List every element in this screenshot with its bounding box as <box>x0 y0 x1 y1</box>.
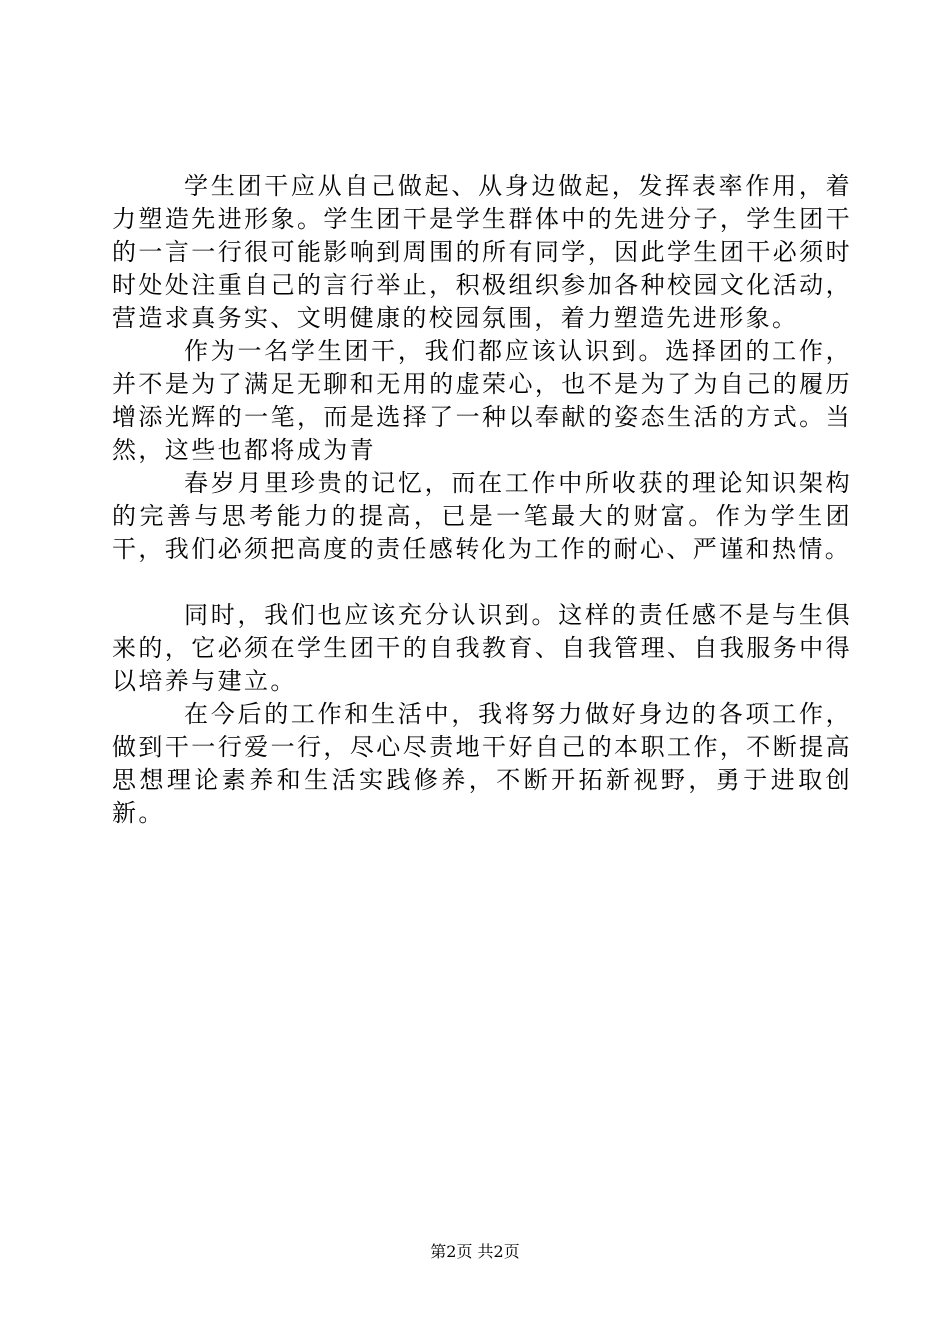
page-number-footer: 第2页 共2页 <box>430 1242 520 1261</box>
paragraph-4: 同时，我们也应该充分认识到。这样的责任感不是与生俱来的，它必须在学生团干的自我教育、自我管理、自我服务中得以培养与建立。 <box>112 601 852 695</box>
document-body <box>112 170 852 830</box>
paragraph-5: 在今后的工作和生活中，我将努力做好身边的各项工作，做到干一行爱一行，尽心尽责地干好自己的本职工作，不断提高思想理论素养和生活实践修养，不断开拓新视野，勇于进取创新。 <box>112 700 852 827</box>
paragraph-1: 学生团干应从自己做起、从身边做起，发挥表率作用，着力塑造先进形象。学生团干是学生群体中的先进分子，学生团干的一言一行很可能影响到周围的所有同学，因此学生团干必须时时处处注重自己的言行举止，积极组织参加各种校园文化活动，营造求真务实、文明健康的校园氛围，着力塑造先进形象。 <box>112 172 852 332</box>
paragraph-2: 作为一名学生团干，我们都应该认识到。选择团的工作，并不是为了满足无聊和无用的虚荣心，也不是为了为自己的履历增添光辉的一笔，而是选择了一种以奉献的姿态生活的方式。当然，这些也都将成为青 <box>112 337 852 464</box>
paragraph-3: 春岁月里珍贵的记忆，而在工作中所收获的理论知识架构的完善与思考能力的提高，已是一笔最大的财富。作为学生团干，我们必须把高度的责任感转化为工作的耐心、严谨和热情。 <box>112 469 852 563</box>
